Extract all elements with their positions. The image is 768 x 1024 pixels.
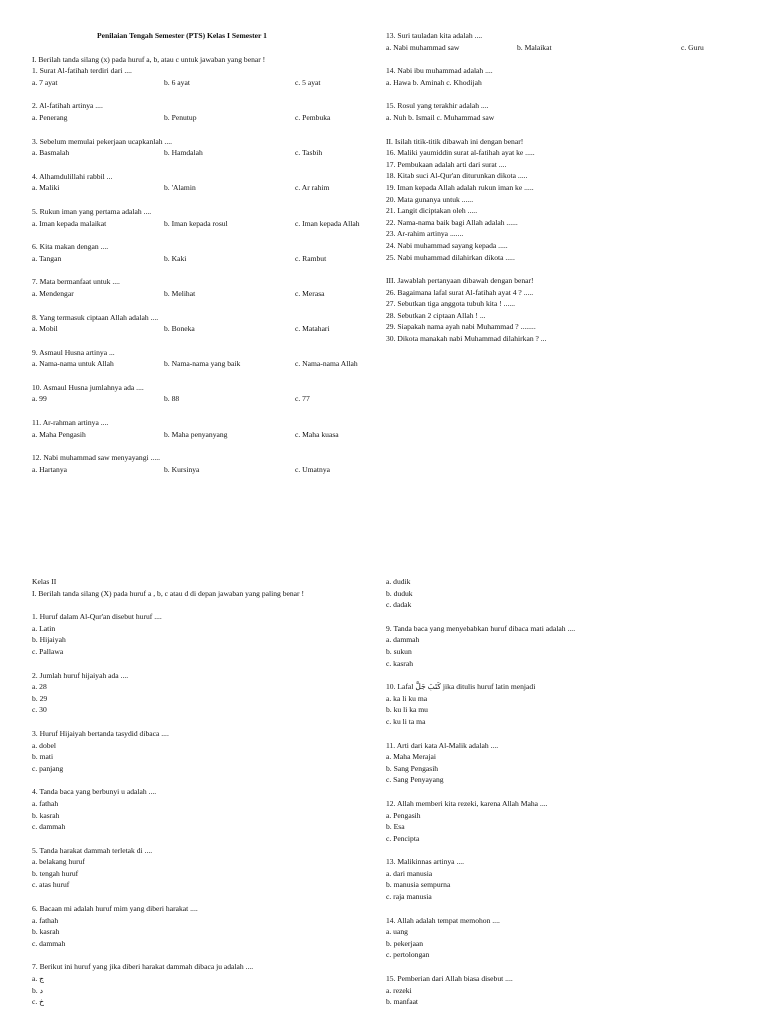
answer-option: a. fathah — [32, 798, 59, 808]
answer-option: a. Latin — [32, 623, 56, 633]
answer-option: b. manusia sempurna — [386, 880, 451, 890]
option-c: c. Merasa — [295, 288, 325, 298]
answer-option: b. sukun — [386, 646, 412, 656]
option-c: c. Umatnya — [295, 464, 331, 474]
option-a: a. Basmalah — [32, 148, 70, 158]
fill-in-question: 18. Kitab suci Al-Qur'an diturunkan dikota ..... — [386, 171, 528, 181]
question-text: 4. Alhamdulillahi rabbil ... — [32, 171, 113, 181]
fill-in-question: 19. Iman kepada Allah adalah rukun iman ke ..... — [386, 182, 534, 192]
question-12 — [32, 452, 372, 475]
option-a: a. Iman kepada malaikat — [32, 218, 107, 228]
question-text: 15. Rosul yang terakhir adalah .... — [386, 101, 489, 111]
answer-option: a. ج — [32, 974, 45, 984]
question-text: 13. Suri tauladan kita adalah .... — [386, 31, 483, 40]
question-7 — [32, 276, 372, 299]
option-b: b. Maha penyanyang — [164, 429, 228, 439]
answer-option: c. Pallawa — [32, 646, 64, 656]
answer-option: b. kasrah — [32, 810, 60, 820]
question-block — [32, 670, 372, 716]
answer-option: c. Pencipta — [386, 833, 420, 843]
option-a: a. Maliki — [32, 183, 60, 193]
question-text: 8. Yang termasuk ciptaan Allah adalah .... — [32, 312, 159, 322]
essay-question: 26. Bagaimana lafal surat Al-fatihah ayat 4 ? ..... — [386, 287, 534, 297]
question-4 — [32, 171, 372, 194]
answer-option: c. 30 — [32, 705, 47, 715]
answer-option: c. pertolongan — [386, 950, 430, 960]
answer-option: c. kasrah — [386, 658, 413, 668]
answer-option: b. Sang Pengasih — [386, 763, 439, 773]
option-c: c. Matahari — [295, 324, 330, 334]
option-b: b. Melihat — [164, 288, 196, 298]
answer-option: c. raja manusia — [386, 892, 432, 902]
answer-options — [386, 42, 716, 54]
fill-in-question: 20. Mata gunanya untuk ...... — [386, 194, 474, 204]
option-b: b. 88 — [164, 394, 180, 404]
answer-options — [32, 112, 372, 124]
question-text: 11. Ar-rahman artinya .... — [32, 418, 109, 428]
option-a: a. Mendengar — [32, 288, 74, 298]
answer-options — [32, 77, 372, 89]
kelas2-heading: Kelas II — [32, 577, 57, 586]
question-5 — [32, 206, 372, 229]
question-text: 9. Tanda baca yang menyebabkan huruf dibaca mati adalah .... — [386, 623, 576, 633]
answer-option: a. dari manusia — [386, 868, 433, 878]
question-text: 4. Tanda baca yang berbunyi u adalah .... — [32, 787, 157, 797]
question-text: 6. Kita makan dengan .... — [32, 242, 109, 252]
question-text: 11. Arti dari kata Al-Malik adalah .... — [386, 740, 499, 750]
answer-option: a. dudik — [386, 577, 411, 586]
answer-option: c. dammah — [32, 938, 66, 948]
section-1-instruction: I. Berilah tanda silang (x) pada huruf a, b, atau c untuk jawaban yang benar ! — [32, 54, 266, 64]
option-a: a. Maha Pengasih — [32, 429, 86, 439]
essay-question: 30. Dikota manakah nabi Muhammad dilahirkan ? ... — [386, 334, 547, 344]
question-text: 1. Huruf dalam Al-Qur'an disebut huruf .... — [32, 612, 162, 622]
kelas2-instruction: I. Berilah tanda silang (X) pada huruf a , b, c atau d di depan jawaban yang paling benar ! — [32, 588, 305, 598]
question-text: 10. Lafal كَتَبَ جَلَّ jika ditulis huruf latin menjadi — [386, 682, 536, 692]
option-c: c. Nama-nama Allah — [295, 359, 358, 369]
question-block — [386, 623, 716, 669]
option-b: b. Hamdalah — [164, 148, 203, 158]
answer-option: c. dadak — [386, 600, 412, 610]
question-8 — [32, 312, 372, 335]
kelas1-left-column — [32, 30, 372, 487]
question-text: 3. Huruf Hijaiyah bertanda tasydid dibaca .... — [32, 728, 169, 738]
question-9 — [32, 347, 372, 370]
section-3-heading: III. Jawablah pertanyaan dibawah dengan benar! — [386, 276, 534, 286]
option-a: a. Penerang — [32, 112, 68, 122]
question-text: 5. Tanda harakat dammah terletak di .... — [32, 845, 153, 855]
question-1 — [32, 65, 372, 88]
question-text: 2. Jumlah huruf hijaiyah ada .... — [32, 670, 129, 680]
answer-option: c. ku li ta ma — [386, 716, 426, 726]
option-b: b. 6 ayat — [164, 77, 190, 87]
option-b: b. Kaki — [164, 253, 187, 263]
question-text: 12. Nabi muhammad saw menyayangi ..... — [32, 453, 161, 463]
answer-option: a. fathah — [32, 915, 59, 925]
question-text: 7. Berikut ini huruf yang jika diberi harakat dammah dibaca ju adalah .... — [32, 962, 254, 972]
answer-option: a. ka li ku ma — [386, 693, 428, 703]
question-block — [32, 903, 372, 949]
option-c: c. Ar rahim — [295, 183, 330, 193]
answer-options: a. Hawa b. Aminah c. Khodijah — [386, 77, 482, 87]
page-title: Penilaian Tengah Semester (PTS) Kelas I Semester 1 — [97, 31, 267, 40]
answer-option: b. ku li ka mu — [386, 705, 428, 715]
question-text: 15. Pemberian dari Allah biasa disebut .... — [386, 974, 513, 984]
fill-in-question: 21. Langit diciptakan oleh ..... — [386, 206, 478, 216]
answer-option: b. 29 — [32, 693, 48, 703]
answer-option: b. mati — [32, 752, 54, 762]
option-a: a. Nabi muhammad saw — [386, 42, 460, 52]
answer-option: a. rezeki — [386, 985, 412, 995]
option-c: c. Rambut — [295, 253, 327, 263]
option-a: a. Tangan — [32, 253, 62, 263]
question-text: 14. Nabi ibu muhammad adalah .... — [386, 66, 493, 76]
fill-in-question: 24. Nabi muhammad sayang kepada ..... — [386, 240, 508, 250]
answer-options — [32, 464, 372, 476]
question-block — [386, 740, 716, 786]
answer-option: b. kasrah — [32, 927, 60, 937]
answer-option: b. manfaat — [386, 997, 419, 1007]
answer-option: b. Esa — [386, 822, 405, 832]
answer-option: c. atas huruf — [32, 880, 70, 890]
section-2-heading: II. Isilah titik-titik dibawah ini dengan benar! — [386, 136, 524, 146]
question-text: 6. Bacaan mi adalah huruf mim yang diberi harakat .... — [32, 904, 198, 914]
answer-option: c. Sang Penyayang — [386, 775, 444, 785]
question-block — [32, 728, 372, 774]
question-15 — [386, 100, 716, 123]
question-text: 7. Mata bermanfaat untuk .... — [32, 277, 120, 287]
option-a: a. 99 — [32, 394, 47, 404]
essay-question: 29. Siapakah nama ayah nabi Muhammad ? ........ — [386, 322, 536, 332]
answer-options — [32, 429, 372, 441]
question-3 — [32, 136, 372, 159]
fill-in-question: 16. Maliki yaumiddin surat al-fatihah ayat ke ..... — [386, 148, 535, 158]
question-text: 2. Al-fatihah artinya .... — [32, 101, 103, 111]
answer-option: a. dobel — [32, 740, 57, 750]
answer-option: a. dammah — [386, 635, 420, 645]
question-text: 9. Asmaul Husna artinya ... — [32, 347, 115, 357]
question-block — [386, 856, 716, 902]
option-a: a. Mobil — [32, 324, 58, 334]
essay-question: 27. Sebutkan tiga anggota tubuh kita ! ...... — [386, 299, 516, 309]
answer-options — [32, 147, 372, 159]
answer-option: a. Pengasih — [386, 810, 421, 820]
option-b: b. Boneka — [164, 324, 195, 334]
question-block — [386, 915, 716, 961]
option-c: c. 5 ayat — [295, 77, 321, 87]
question-block — [386, 798, 716, 844]
question-text: 14. Allah adalah tempat memohon .... — [386, 915, 500, 925]
option-c: c. 77 — [295, 394, 310, 404]
option-b: b. Malaikat — [517, 42, 552, 52]
fill-in-question: 23. Ar-rahim artinya ....... — [386, 229, 464, 239]
kelas1-right-column — [386, 30, 716, 345]
answer-option: a. 28 — [32, 682, 47, 692]
option-a: a. 7 ayat — [32, 77, 58, 87]
option-c: c. Pembuka — [295, 112, 331, 122]
question-block — [386, 681, 716, 727]
question-text: 3. Sebelum memulai pekerjaan ucapkanlah .... — [32, 136, 173, 146]
answer-options — [32, 393, 372, 405]
kelas2-right-column — [386, 576, 716, 1020]
answer-options — [32, 288, 372, 300]
answer-option: a. uang — [386, 927, 408, 937]
kelas2-left-column — [32, 576, 372, 1020]
question-6 — [32, 241, 372, 264]
answer-options — [32, 358, 372, 370]
answer-option: c. خ — [32, 997, 45, 1007]
question-text: 13. Malikinnas artinya .... — [386, 857, 465, 867]
question-block — [32, 611, 372, 657]
answer-option: b. pekerjaan — [386, 938, 424, 948]
question-2 — [32, 100, 372, 123]
option-a: a. Nama-nama untuk Allah — [32, 359, 114, 369]
question-text: 10. Asmaul Husna jumlahnya ada .... — [32, 382, 144, 392]
question-block — [386, 973, 716, 1008]
answer-option: b. د — [32, 985, 43, 995]
answer-option: b. tengah huruf — [32, 868, 79, 878]
option-b: b. Penutup — [164, 112, 197, 122]
fill-in-question: 25. Nabi muhammad dilahirkan dikota ..... — [386, 252, 515, 262]
answer-options — [32, 253, 372, 265]
option-b: b. Kursinya — [164, 464, 200, 474]
question-text: 5. Rukun iman yang pertama adalah .... — [32, 206, 152, 216]
question-13 — [386, 30, 716, 53]
question-text: 12. Allah memberi kita rezeki, karena Allah Maha .... — [386, 798, 548, 808]
question-block — [32, 845, 372, 891]
answer-option: b. duduk — [386, 588, 413, 598]
option-c: c. Maha kuasa — [295, 429, 339, 439]
question-14 — [386, 65, 716, 88]
question-block — [32, 786, 372, 832]
fill-in-question: 17. Pembukaan adalah arti dari surat .... — [386, 159, 507, 169]
option-c: c. Tasbih — [295, 148, 323, 158]
answer-options: a. Nuh b. Ismail c. Muhammad saw — [386, 112, 495, 122]
answer-option: b. Hijaiyah — [32, 635, 66, 645]
option-c: c. Iman kepada Allah — [295, 218, 360, 228]
option-b: b. Nama-nama yang baik — [164, 359, 241, 369]
answer-option: a. Maha Merajai — [386, 752, 436, 762]
option-b: b. Iman kepada rosul — [164, 218, 228, 228]
question-text: 1. Surat Al-fatihah terdiri dari .... — [32, 66, 132, 76]
answer-options — [32, 323, 372, 335]
fill-in-question: 22. Nama-nama baik bagi Allah adalah ...... — [386, 217, 518, 227]
option-b: b. 'Alamin — [164, 183, 196, 193]
option-a: a. Hartanya — [32, 464, 67, 474]
answer-option: c. dammah — [32, 822, 66, 832]
answer-options — [32, 182, 372, 194]
answer-option: c. panjang — [32, 763, 64, 773]
question-11 — [32, 417, 372, 440]
essay-question: 28. Sebutkan 2 ciptaan Allah ! ... — [386, 310, 486, 320]
answer-option: a. belakang huruf — [32, 857, 85, 867]
option-c: c. Guru — [681, 42, 704, 52]
question-10 — [32, 382, 372, 405]
answer-options — [32, 218, 372, 230]
question-block — [32, 961, 372, 1007]
